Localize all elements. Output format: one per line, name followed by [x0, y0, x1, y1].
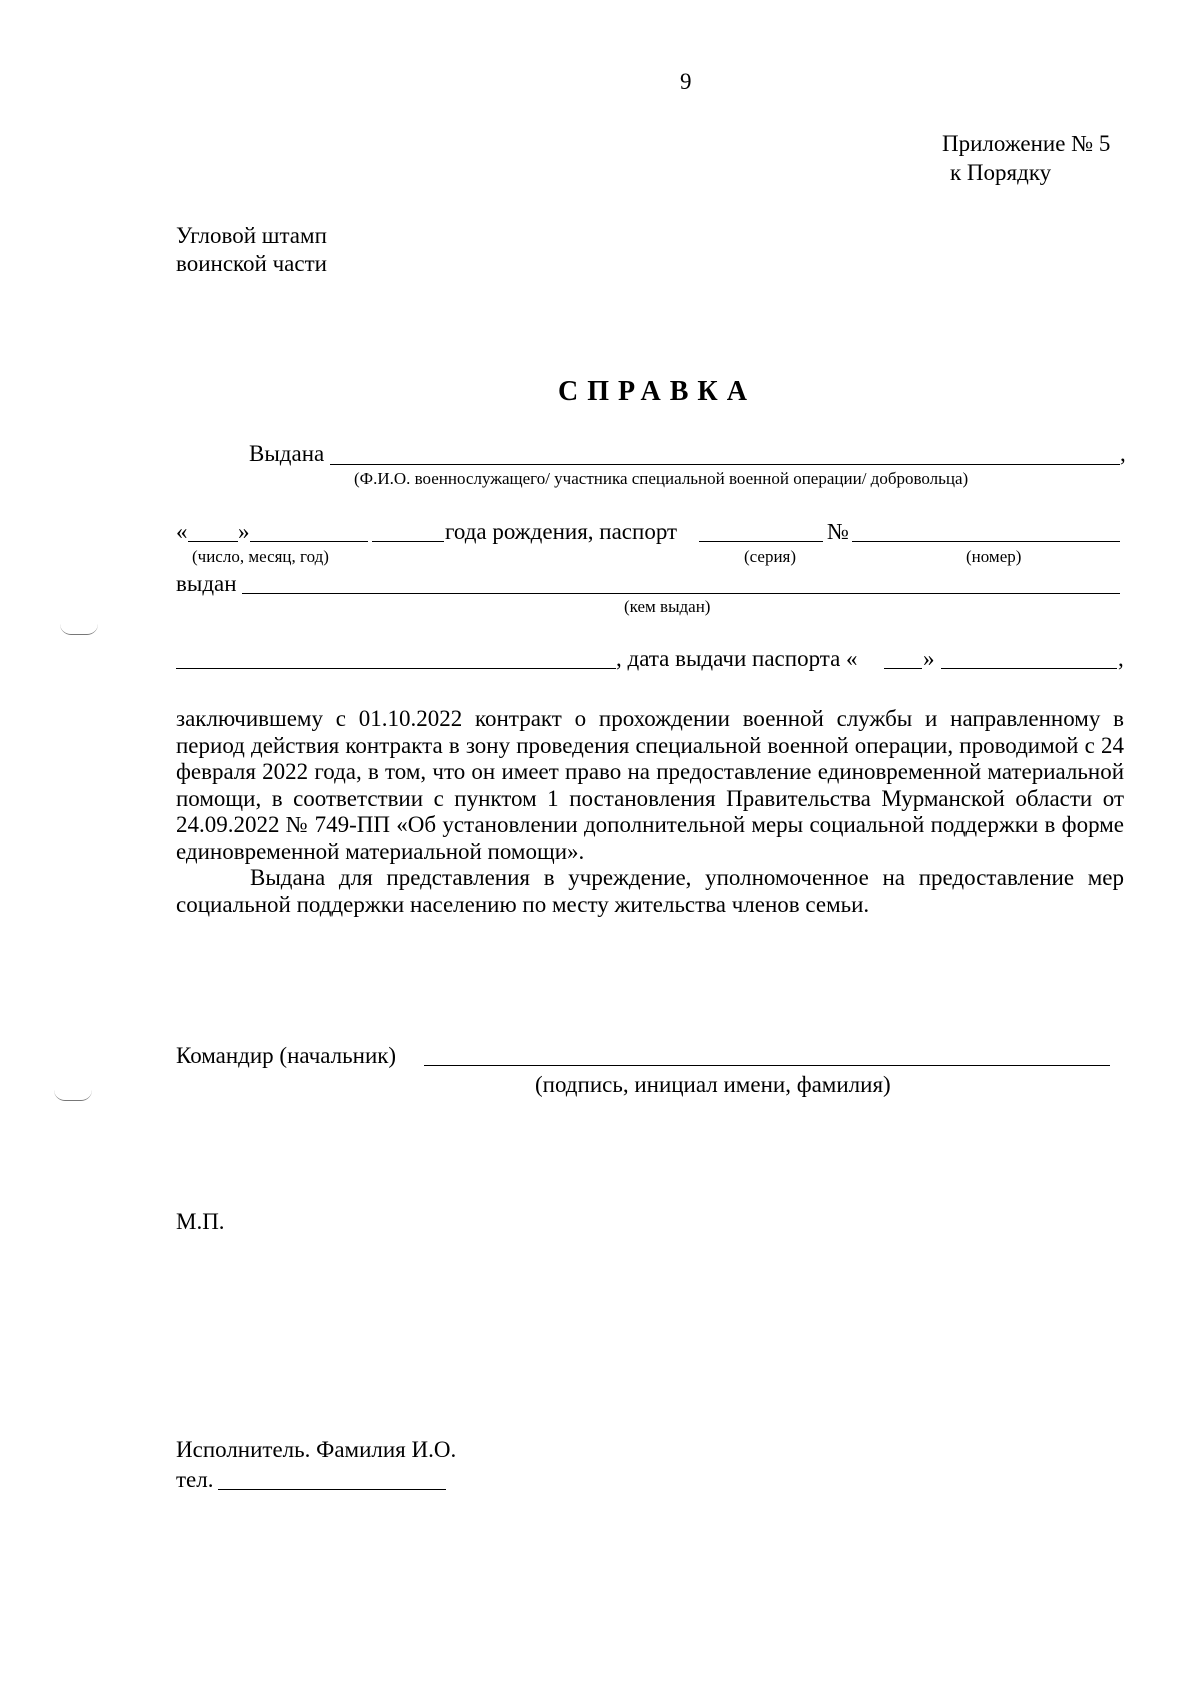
appendix-line-2: к Порядку: [950, 160, 1052, 185]
passport-date-comma: ,: [1118, 646, 1124, 671]
birth-month-line[interactable]: [250, 541, 368, 542]
issued-label: Выдана: [249, 441, 325, 466]
passport-day-line[interactable]: [884, 668, 922, 669]
stamp-line-1: Угловой штамп: [176, 223, 327, 248]
birth-close-quote: »: [238, 519, 250, 544]
body-text: [176, 706, 1124, 918]
passport-date-text: , дата выдачи паспорта «: [616, 646, 858, 671]
body-paragraph-1: заключившему с 01.10.2022 контракт о прохождении военной службы и направленному в период действия контракта в зону проведения специальной военной операции, проводимой с 24 февраля 2022 года, в том, что он имеет право на предоставление единовременной материальной помощи, в соответствии с пунктом 1 постановления Правительства Мурманской области от 24.09.2022 № 749-ПП «Об установлении дополнительной меры социальной поддержки в форме единовременной материальной помощи».: [176, 706, 1124, 864]
caption-passport-series: (серия): [744, 547, 797, 566]
appendix-line-1: Приложение № 5: [942, 131, 1111, 156]
issued-by-label: выдан: [176, 571, 237, 596]
issued-by-line[interactable]: [242, 593, 1120, 594]
caption-birth-date: (число, месяц, год): [192, 547, 329, 566]
commander-label: Командир (начальник): [176, 1043, 397, 1068]
punch-hole-mark-top: [60, 624, 98, 635]
passport-date-close-quote: »: [923, 646, 935, 671]
issued-by-caption: (кем выдан): [624, 597, 711, 616]
birth-day-line[interactable]: [188, 541, 238, 542]
commander-signature-line[interactable]: [424, 1065, 1110, 1066]
number-sign: №: [827, 519, 849, 544]
body-paragraph-2: Выдана для представления в учреждение, уполномоченное на предоставление мер социальной поддержки населению по месту жительства членов семьи.: [176, 865, 1124, 917]
issued-caption: (Ф.И.О. военнослужащего/ участника специальной военной операции/ добровольца): [354, 469, 969, 488]
executor-phone-line[interactable]: [218, 1489, 446, 1490]
caption-passport-number: (номер): [966, 547, 1022, 566]
issued-name-line[interactable]: [330, 464, 1120, 465]
passport-number-line[interactable]: [852, 541, 1120, 542]
birth-year-line[interactable]: [372, 541, 444, 542]
executor-phone-label: тел.: [176, 1467, 214, 1492]
issued-comma: ,: [1120, 441, 1126, 466]
executor-line: Исполнитель. Фамилия И.О.: [176, 1437, 457, 1462]
stamp-line-2: воинской части: [176, 251, 327, 276]
page-number: 9: [680, 69, 692, 94]
punch-hole-mark-bottom: [54, 1090, 92, 1101]
birth-open-quote: «: [176, 519, 188, 544]
birth-text: года рождения, паспорт: [445, 519, 678, 544]
seal-place: М.П.: [176, 1209, 225, 1234]
commander-caption: (подпись, инициал имени, фамилия): [535, 1072, 891, 1097]
passport-series-line[interactable]: [699, 541, 823, 542]
passport-date-line[interactable]: [941, 668, 1117, 669]
document-title: СПРАВКА: [558, 376, 756, 407]
issued-by-continuation-line[interactable]: [176, 668, 616, 669]
